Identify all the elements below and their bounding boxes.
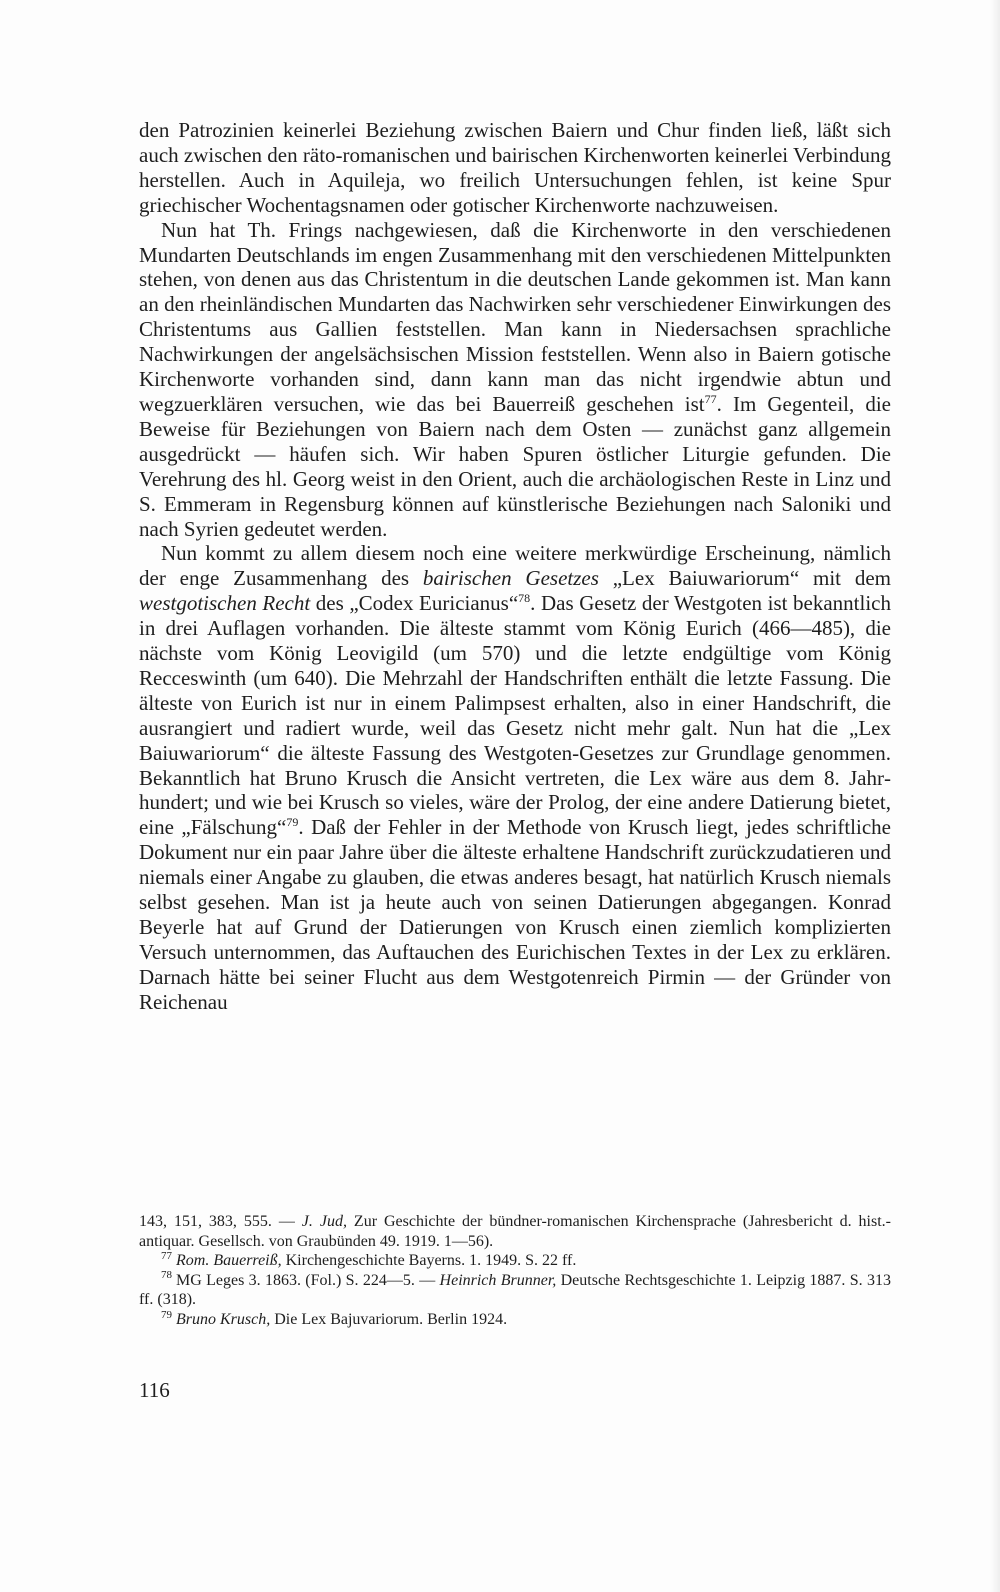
footnote: [139, 1251, 891, 1271]
text-segment: den Patrozinien keinerlei Beziehung zwischen Baiern und Chur finden ließ, läßt sich auch zwischen den räto-romanischen und bairischen Kirchenworten keinerlei Verbindung herstellen. Auch in Aquileja, wo freilich Untersuchungen fehlen, ist keine Spur griechischer Wochentagsnamen oder gotischer Kirchenworte nachzuweisen.: [139, 118, 891, 217]
body-paragraph: [139, 218, 891, 542]
text-segment: Deutsche Rechtsgeschichte 1. Leipzig 1887. S. 313 ff. (318).: [139, 1271, 891, 1309]
text-segment: . Daß der Fehler in der Methode von Krusch liegt, jedes schriftliche Dokument nur ein paar Jahre über die älteste erhaltene Handschrift zurückzudatieren und niemals einer Angabe zu glauben, die etwas anderes besagt, hat natürlich Krusch niemals selbst gesehen. Man ist ja heute auch von seinen Datierungen abgegangen. Konrad Beyerle hat auf Grund der Datierungen von Krusch einen ziemlich komplizierten Versuch unternommen, das Auftauchen des Eurichischen Textes in der Lex zu erklären. Darnach hätte bei seiner Flucht aus dem Westgotenreich Pirmin — der Gründer von Reichenau: [139, 815, 891, 1014]
italic-text: Rom. Bauerreiß,: [176, 1252, 282, 1270]
footnote-number: 77: [161, 1249, 172, 1262]
footnote-reference: 78: [518, 591, 531, 606]
body-paragraph: [139, 541, 891, 1014]
text-segment: Die Lex Bajuvariorum. Berlin 1924.: [270, 1310, 508, 1328]
italic-text: westgotischen Recht: [139, 591, 311, 616]
text-segment: Nun kommt zu allem diesem noch eine weitere merkwürdige Erscheinung, nämlich der enge Zusammenhang des: [139, 541, 891, 591]
text-segment: MG Leges 3. 1863. (Fol.) S. 224—5. —: [176, 1271, 440, 1289]
italic-text: Heinrich Brunner,: [439, 1271, 557, 1289]
footnote-reference: 77: [704, 391, 717, 406]
footnote: [139, 1271, 891, 1310]
text-segment: „Lex Baiuwariorum“ mit dem: [598, 566, 891, 591]
body-paragraph: [139, 118, 891, 218]
italic-text: Bruno Krusch,: [176, 1310, 271, 1328]
text-segment: . Das Gesetz der Westgoten ist bekanntlich in drei Auflagen vorhanden. Die älteste stammt vom König Eurich (466—485), die nächste vom König Leovigild (um 570) und die letzte endgültige vom König Recceswinth (um 640). Die Mehrzahl der Handschriften enthält die letzte Fassung. Die älteste von Eurich ist nur in einem Palimpsest erhalten, also in einer Handschrift, die ausrangiert und radiert wurde, weil das Gesetz nicht mehr galt. Nun hat die „Lex Baiuwariorum“ die älteste Fassung des Westgoten-Gesetzes zur Grundlage genommen. Bekanntlich hat Bruno Krusch die Ansicht vertreten, die Lex wäre aus dem 8. Jahrhundert; und wie bei Krusch so vieles, wäre der Prolog, der eine andere Datierung bietet, eine „Fälschung“: [139, 591, 891, 840]
footnotes-section: [139, 1212, 891, 1330]
italic-text: J. Jud,: [301, 1213, 347, 1230]
footnote-reference: 79: [286, 815, 299, 830]
footnote-number: 79: [161, 1308, 172, 1321]
text-segment: Kirchengeschichte Bayerns. 1. 1949. S. 22 ff.: [281, 1252, 577, 1270]
footnote-number: 78: [161, 1269, 172, 1282]
page-number: 116: [139, 1378, 170, 1402]
main-body-text: [139, 118, 891, 1015]
text-segment: des „Codex Euricianus“: [310, 591, 519, 616]
italic-text: bairischen Gesetzes: [422, 566, 599, 591]
text-segment: 143, 151, 383, 555. —: [139, 1213, 302, 1230]
footnote: [139, 1212, 891, 1251]
text-segment: Nun hat Th. Frings nachgewiesen, daß die Kirchenworte in den verschiedenen Mundarten Deutschlands im engen Zusammenhang mit den verschiedenen Mittelpunkten stehen, von denen aus das Christentum in die deutschen Lande gekommen ist. Man kann an den rheinländischen Mundarten das Nachwirken sehr verschiedener Einwirkungen des Christentums aus Gallien feststellen. Man kann in Niedersachsen sprachliche Nachwirkungen der angelsächsischen Mission feststellen. Wenn also in Baiern gotische Kirchenworte vorhanden sind, dann kann man das nicht irgendwie abtun und wegzuerklären versuchen, wie das bei Bauerreiß geschehen ist: [139, 217, 891, 416]
text-segment: . Im Gegenteil, die Beweise für Beziehungen von Baiern nach dem Osten — zunächst ganz allgemein ausgedrückt — häufen sich. Wir haben Spuren östlicher Liturgie gefunden. Die Verehrung des hl. Georg weist in den Orient, auch die archäologischen Reste in Linz und S. Emmeram in Regensburg können auf künstlerische Beziehungen nach Saloniki und nach Syrien gedeutet werden.: [139, 391, 891, 541]
footnote: [139, 1310, 891, 1330]
text-segment: Zur Geschichte der bündner-romanischen Kirchensprache (Jahresbericht d. hist.-antiquar. Gesellsch. von Graubünden 49. 1919. 1—56).: [139, 1213, 892, 1250]
